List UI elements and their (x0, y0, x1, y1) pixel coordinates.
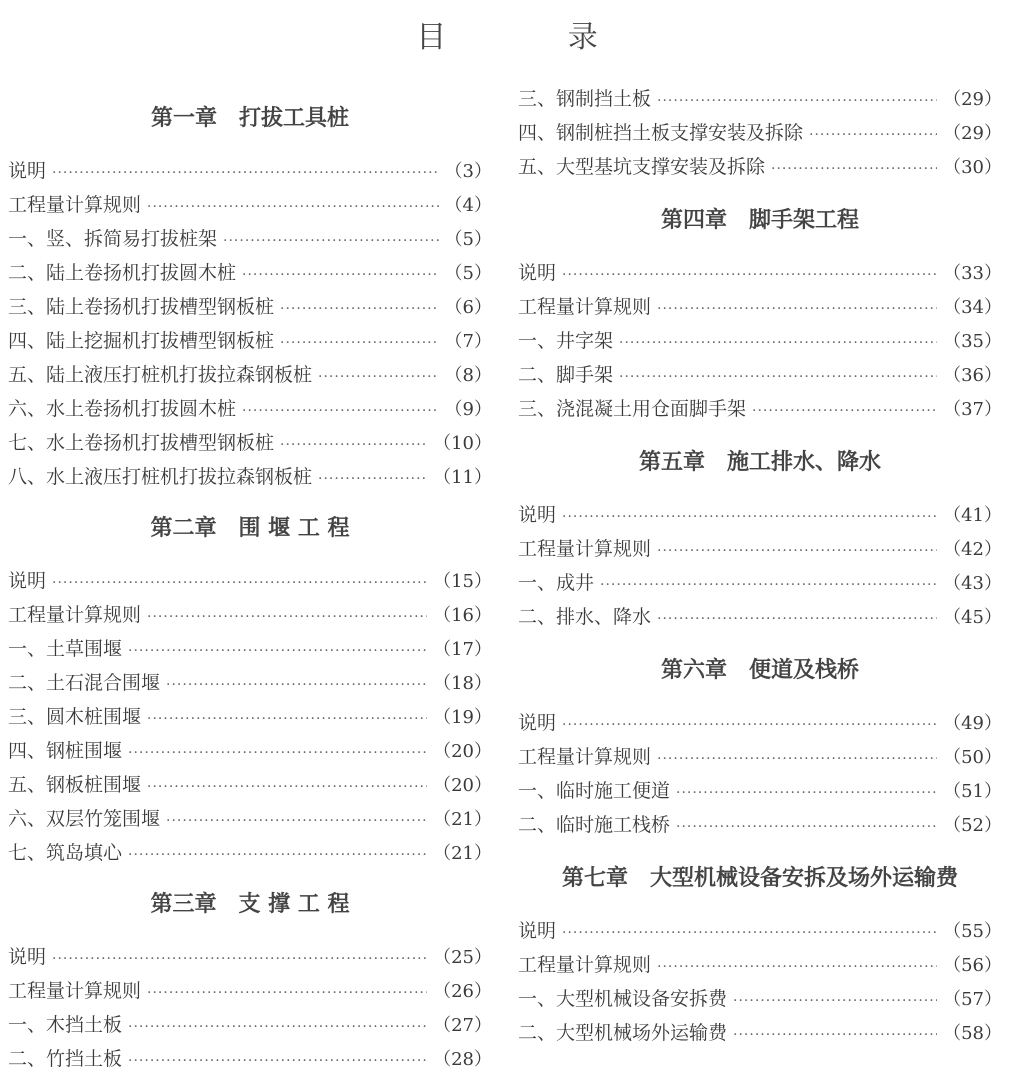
page-number: （28） (433, 1049, 492, 1070)
toc-entry[interactable] (8, 154, 492, 188)
dot-leader (562, 500, 937, 534)
toc-entry[interactable] (518, 290, 1002, 324)
toc-entry[interactable] (8, 426, 492, 460)
page-number: （52） (943, 815, 1002, 836)
entry-label: 说明 (518, 504, 557, 526)
page-number: （10） (433, 433, 492, 454)
page-number: （7） (444, 331, 492, 352)
page-number: （21） (433, 843, 492, 864)
page-number: （17） (433, 639, 492, 660)
chapter-title: 第三章 支 撑 工 程 (150, 892, 350, 917)
toc-entry[interactable] (8, 666, 492, 700)
toc-entry[interactable] (518, 116, 1002, 150)
entry-label: 说明 (518, 712, 557, 734)
entry-label: 说明 (8, 946, 47, 968)
entry-label: 说明 (8, 160, 47, 182)
entry-label: 七、筑岛填心 (8, 842, 123, 864)
entry-label: 一、成井 (518, 572, 595, 594)
toc-entry[interactable] (518, 324, 1002, 358)
page-number: （9） (444, 399, 492, 420)
dot-leader (128, 838, 427, 872)
dot-leader (52, 156, 439, 190)
toc-entry[interactable] (518, 566, 1002, 600)
toc-entry[interactable] (518, 706, 1002, 740)
toc-entry[interactable] (8, 734, 492, 768)
page-number: （37） (943, 399, 1002, 420)
page-number: （58） (943, 1023, 1002, 1044)
toc-entry[interactable] (518, 808, 1002, 842)
entry-label: 说明 (518, 262, 557, 284)
toc-left-column (8, 100, 492, 1076)
toc-entry[interactable] (518, 82, 1002, 116)
toc-entry[interactable] (8, 222, 492, 256)
toc-entry[interactable] (8, 940, 492, 974)
toc-entry[interactable] (8, 768, 492, 802)
toc-entry[interactable] (8, 256, 492, 290)
dot-leader (280, 428, 427, 462)
entry-label: 一、井字架 (518, 330, 614, 352)
entry-label: 二、排水、降水 (518, 606, 652, 628)
entry-label: 工程量计算规则 (8, 980, 142, 1002)
dot-leader (52, 942, 427, 976)
toc-entry[interactable] (518, 498, 1002, 532)
page-number: （43） (943, 573, 1002, 594)
page-number: （49） (943, 713, 1002, 734)
toc-entry[interactable] (8, 290, 492, 324)
entry-label: 三、陆上卷扬机打拔槽型钢板桩 (8, 296, 275, 318)
page-number: （50） (943, 747, 1002, 768)
page-number: （6） (444, 297, 492, 318)
toc-entry[interactable] (8, 392, 492, 426)
dot-leader (166, 668, 427, 702)
dot-leader (619, 360, 937, 394)
page-number: （42） (943, 539, 1002, 560)
entry-label: 八、水上液压打桩机打拔拉森钢板桩 (8, 466, 313, 488)
entry-label: 工程量计算规则 (518, 746, 652, 768)
entry-label: 二、竹挡土板 (8, 1048, 123, 1070)
entry-label: 一、大型机械设备安拆费 (518, 988, 728, 1010)
page-number: （26） (433, 981, 492, 1002)
page-number: （57） (943, 989, 1002, 1010)
chapter-title: 第一章 打拔工具桩 (150, 106, 349, 131)
dot-leader (166, 804, 427, 838)
dot-leader (128, 736, 427, 770)
page-number: （19） (433, 707, 492, 728)
toc-entry[interactable] (518, 256, 1002, 290)
toc-entry[interactable] (518, 774, 1002, 808)
dot-leader (147, 600, 427, 634)
toc-entry[interactable] (8, 632, 492, 666)
chapter-title: 第六章 便道及栈桥 (660, 658, 859, 683)
chapter-title: 第二章 围 堰 工 程 (150, 516, 350, 541)
entry-label: 五、陆上液压打桩机打拔拉森钢板桩 (8, 364, 313, 386)
toc-entry[interactable] (518, 392, 1002, 426)
toc-entry[interactable] (8, 188, 492, 222)
dot-leader (128, 1010, 427, 1044)
entry-label: 二、陆上卷扬机打拔圆木桩 (8, 262, 237, 284)
entry-label: 三、钢制挡土板 (518, 88, 652, 110)
dot-leader (128, 1044, 427, 1078)
dot-leader (52, 566, 427, 600)
dot-leader (657, 742, 937, 776)
dot-leader (657, 84, 937, 118)
toc-entry[interactable] (518, 740, 1002, 774)
page-number: （15） (433, 571, 492, 592)
dot-leader (280, 326, 439, 360)
page-number: （45） (943, 607, 1002, 628)
entry-label: 工程量计算规则 (8, 194, 142, 216)
toc-entry[interactable] (8, 1008, 492, 1042)
toc-entry[interactable] (518, 600, 1002, 634)
page-number: （30） (943, 157, 1002, 178)
page-number: （56） (943, 955, 1002, 976)
dot-leader (809, 118, 937, 152)
entry-label: 工程量计算规则 (518, 954, 652, 976)
entry-label: 六、双层竹笼围堰 (8, 808, 161, 830)
dot-leader (242, 258, 439, 292)
toc-entry[interactable] (518, 982, 1002, 1016)
dot-leader (657, 602, 937, 636)
dot-leader (223, 224, 439, 258)
dot-leader (676, 810, 937, 844)
toc-entry[interactable] (8, 324, 492, 358)
dot-leader (619, 326, 937, 360)
dot-leader (318, 462, 427, 496)
entry-label: 二、大型机械场外运输费 (518, 1022, 728, 1044)
toc-entry[interactable] (518, 1016, 1002, 1050)
dot-leader (733, 1018, 937, 1052)
page-number: （3） (444, 161, 492, 182)
dot-leader (657, 950, 937, 984)
dot-leader (318, 360, 439, 394)
page-number: （5） (444, 263, 492, 284)
dot-leader (657, 292, 937, 326)
entry-label: 四、陆上挖掘机打拔槽型钢板桩 (8, 330, 275, 352)
dot-leader (242, 394, 439, 428)
toc-entry[interactable] (518, 948, 1002, 982)
entry-label: 五、大型基坑支撑安装及拆除 (518, 156, 766, 178)
dot-leader (562, 258, 937, 292)
chapter-title: 第四章 脚手架工程 (660, 208, 859, 233)
page-number: （21） (433, 809, 492, 830)
toc-entry[interactable] (8, 836, 492, 870)
dot-leader (147, 190, 439, 224)
entry-label: 七、水上卷扬机打拔槽型钢板桩 (8, 432, 275, 454)
chapter-title: 第五章 施工排水、降水 (638, 450, 881, 475)
page-number: （16） (433, 605, 492, 626)
entry-label: 四、钢制桩挡土板支撑安装及拆除 (518, 122, 804, 144)
page-number: （33） (943, 263, 1002, 284)
entry-label: 工程量计算规则 (518, 296, 652, 318)
page-number: （51） (943, 781, 1002, 802)
entry-label: 二、脚手架 (518, 364, 614, 386)
page-number: （35） (943, 331, 1002, 352)
toc-entry[interactable] (518, 358, 1002, 392)
page-title: 目 录 (416, 20, 654, 55)
dot-leader (657, 534, 937, 568)
dot-leader (600, 568, 937, 602)
page-number: （20） (433, 775, 492, 796)
toc-entry[interactable] (8, 598, 492, 632)
entry-label: 一、竖、拆简易打拔桩架 (8, 228, 218, 250)
entry-label: 说明 (8, 570, 47, 592)
entry-label: 一、木挡土板 (8, 1014, 123, 1036)
entry-label: 四、钢桩围堰 (8, 740, 123, 762)
toc-entry[interactable] (8, 1042, 492, 1076)
dot-leader (128, 634, 427, 668)
dot-leader (147, 770, 427, 804)
toc-entry[interactable] (518, 150, 1002, 184)
page-number: （34） (943, 297, 1002, 318)
entry-label: 三、圆木桩围堰 (8, 706, 142, 728)
toc-entry[interactable] (518, 532, 1002, 566)
page-number: （8） (444, 365, 492, 386)
page-number: （27） (433, 1015, 492, 1036)
entry-label: 三、浇混凝土用仓面脚手架 (518, 398, 747, 420)
dot-leader (562, 708, 937, 742)
entry-label: 说明 (518, 920, 557, 942)
entry-label: 二、土石混合围堰 (8, 672, 161, 694)
page-number: （25） (433, 947, 492, 968)
entry-label: 工程量计算规则 (518, 538, 652, 560)
toc-entry[interactable] (8, 974, 492, 1008)
page-number: （5） (444, 229, 492, 250)
page-number: （36） (943, 365, 1002, 386)
dot-leader (752, 394, 937, 428)
page-number: （29） (943, 89, 1002, 110)
page-number: （20） (433, 741, 492, 762)
page-number: （55） (943, 921, 1002, 942)
page-number: （11） (433, 467, 492, 488)
entry-label: 二、临时施工栈桥 (518, 814, 671, 836)
toc-entry[interactable] (518, 914, 1002, 948)
toc-entry[interactable] (8, 460, 492, 494)
dot-leader (147, 702, 427, 736)
page-number: （18） (433, 673, 492, 694)
entry-label: 一、土草围堰 (8, 638, 123, 660)
dot-leader (676, 776, 937, 810)
entry-label: 六、水上卷扬机打拔圆木桩 (8, 398, 237, 420)
chapter-title: 第七章 大型机械设备安拆及场外运输费 (561, 866, 958, 891)
page-number: （41） (943, 505, 1002, 526)
toc-entry[interactable] (8, 802, 492, 836)
dot-leader (771, 152, 937, 186)
toc-entry[interactable] (8, 564, 492, 598)
toc-entry[interactable] (8, 358, 492, 392)
toc-right-column (518, 82, 1002, 1050)
page-number: （29） (943, 123, 1002, 144)
entry-label: 五、钢板桩围堰 (8, 774, 142, 796)
dot-leader (147, 976, 427, 1010)
dot-leader (280, 292, 439, 326)
page-number: （4） (444, 195, 492, 216)
entry-label: 工程量计算规则 (8, 604, 142, 626)
dot-leader (733, 984, 937, 1018)
entry-label: 一、临时施工便道 (518, 780, 671, 802)
toc-entry[interactable] (8, 700, 492, 734)
dot-leader (562, 916, 937, 950)
